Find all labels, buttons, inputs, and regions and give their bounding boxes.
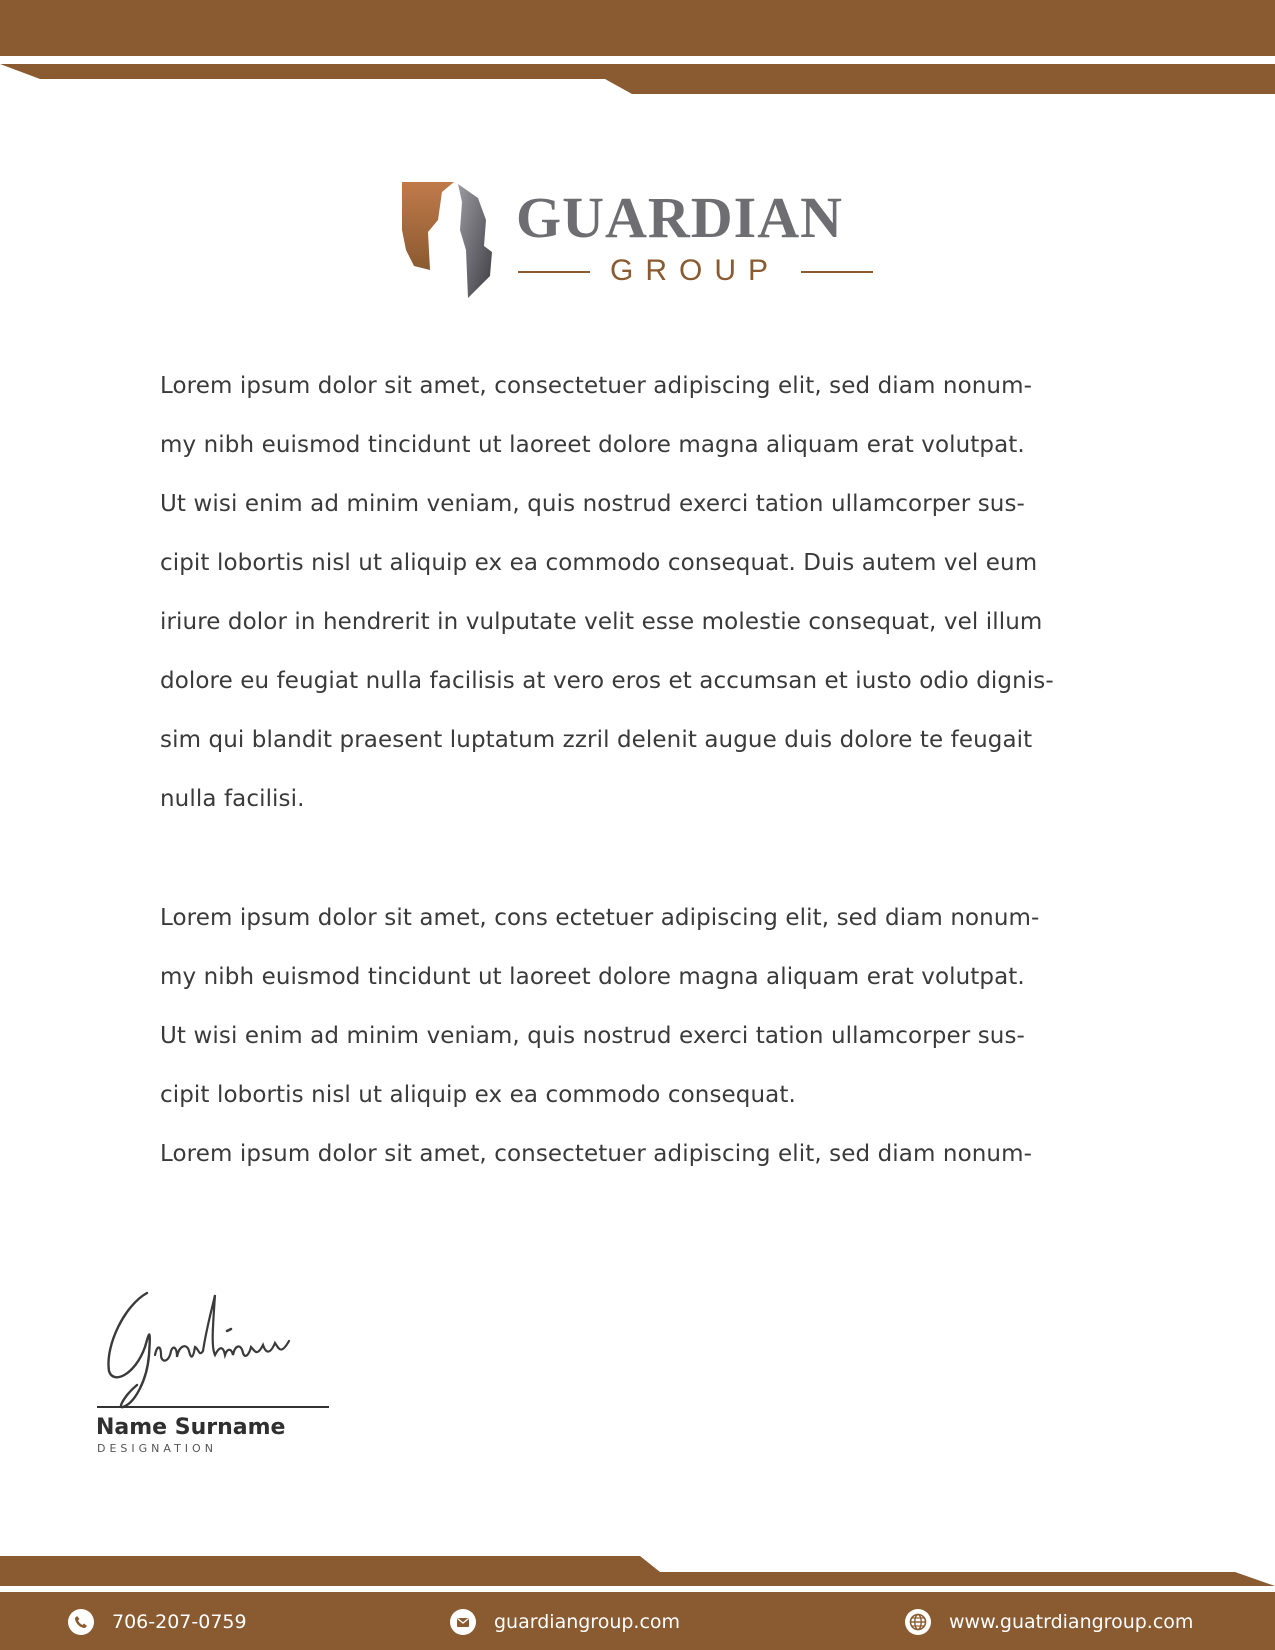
text-line: cipit lobortis nisl ut aliquip ex ea commodo consequat. Duis autem vel eum xyxy=(160,550,1038,576)
text-line: Lorem ipsum dolor sit amet, consectetuer adipiscing elit, sed diam nonum- xyxy=(160,1141,1033,1167)
text-line: my nibh euismod tincidunt ut laoreet dolore magna aliquam erat volutpat. xyxy=(160,964,1025,990)
spartan-helmet-icon xyxy=(400,180,500,300)
signer-name: Name Surname xyxy=(96,1415,286,1440)
text-line: nulla facilisi. xyxy=(160,786,305,812)
text-line: sim qui blandit praesent luptatum zzril delenit augue duis dolore te feugait xyxy=(160,727,1033,753)
handwritten-signature xyxy=(95,1285,325,1415)
signer-designation: DESIGNATION xyxy=(97,1442,217,1455)
logo-subtitle-row xyxy=(518,254,873,288)
phone-icon xyxy=(68,1609,94,1635)
text-line: dolore eu feugiat nulla facilisis at vero eros et accumsan et iusto odio dignis- xyxy=(160,668,1054,694)
footer-phone[interactable] xyxy=(68,1606,247,1638)
footer-website[interactable] xyxy=(905,1606,1193,1638)
email-address: guardiangroup.com xyxy=(494,1611,681,1633)
header-band xyxy=(0,0,1275,100)
body-paragraph-2 xyxy=(160,889,1120,1184)
text-line: Ut wisi enim ad minim veniam, quis nostrud exerci tation ullamcorper sus- xyxy=(160,491,1025,517)
body-paragraph-1 xyxy=(160,357,1120,829)
text-line: Lorem ipsum dolor sit amet, cons ectetuer adipiscing elit, sed diam nonum- xyxy=(160,905,1040,931)
globe-icon xyxy=(905,1609,931,1635)
logo-subtitle: GROUP xyxy=(610,254,781,287)
text-line: Ut wisi enim ad minim veniam, quis nostrud exerci tation ullamcorper sus- xyxy=(160,1023,1025,1049)
text-line: iriure dolor in hendrerit in vulputate velit esse molestie consequat, vel illum xyxy=(160,609,1043,635)
company-logo xyxy=(400,180,880,300)
logo-rule-left xyxy=(518,271,590,273)
website-url: www.guatrdiangroup.com xyxy=(949,1611,1194,1633)
text-line: my nibh euismod tincidunt ut laoreet dolore magna aliquam erat volutpat. xyxy=(160,432,1025,458)
logo-wordmark: GUARDIAN xyxy=(516,185,843,250)
text-line: Lorem ipsum dolor sit amet, consectetuer adipiscing elit, sed diam nonum- xyxy=(160,373,1033,399)
footer-email[interactable] xyxy=(450,1606,680,1638)
text-line: cipit lobortis nisl ut aliquip ex ea commodo consequat. xyxy=(160,1082,796,1108)
logo-rule-right xyxy=(801,271,873,273)
mail-icon xyxy=(450,1609,476,1635)
signature-line xyxy=(97,1406,329,1408)
phone-number: 706-207-0759 xyxy=(112,1611,247,1633)
